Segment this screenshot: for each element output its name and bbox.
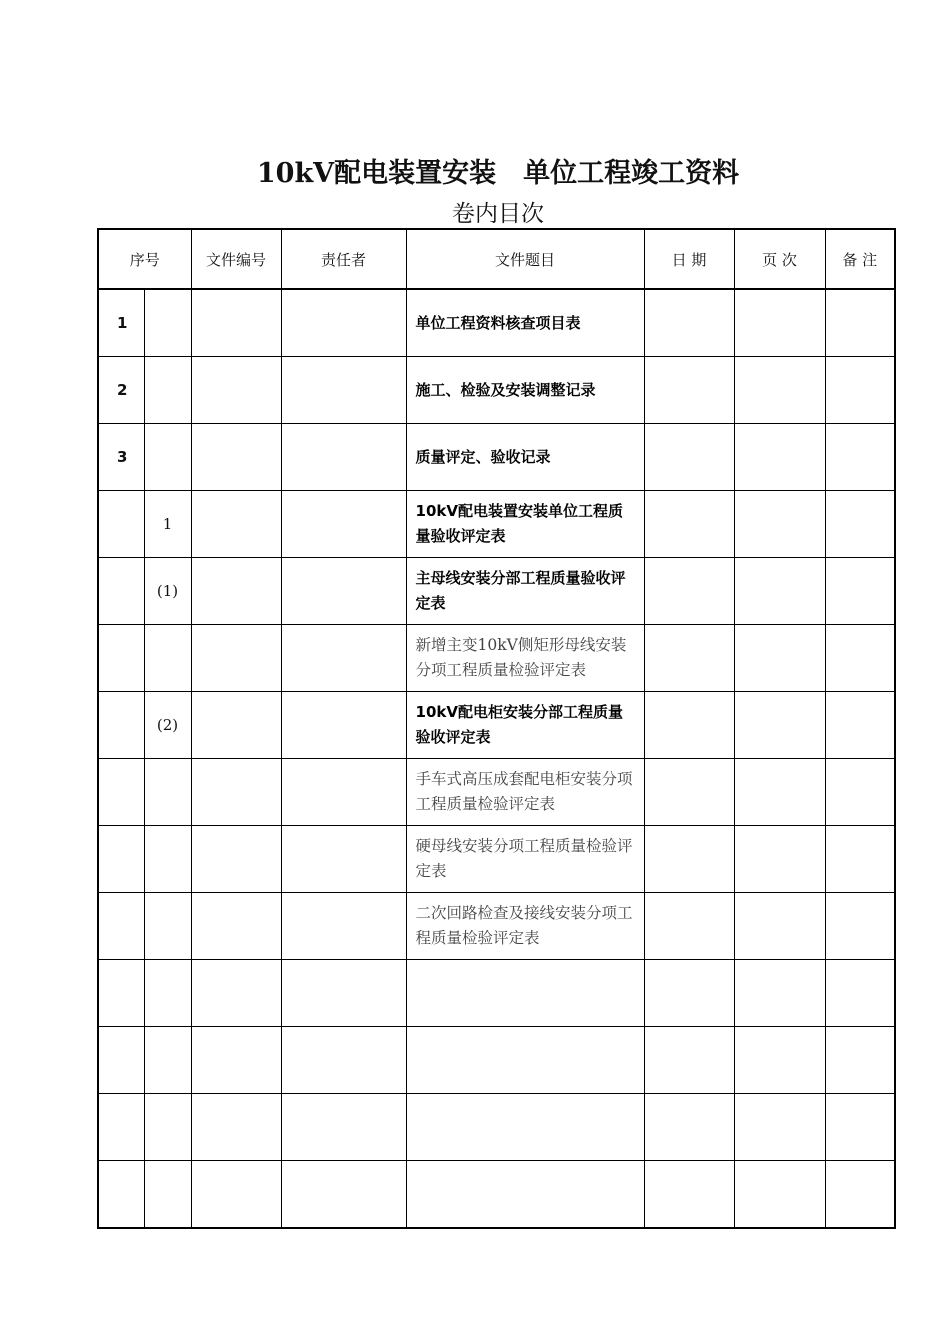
file-no-cell (191, 1094, 281, 1161)
seq-main-cell (98, 893, 144, 960)
seq-main-cell (98, 1027, 144, 1094)
remarks-cell (825, 960, 895, 1027)
file-title-cell (406, 1027, 644, 1094)
header-row (98, 229, 895, 289)
file-title-cell (406, 960, 644, 1027)
responsible-cell (281, 893, 406, 960)
seq-main-cell (98, 491, 144, 558)
seq-main-cell (98, 558, 144, 625)
remarks-cell (825, 558, 895, 625)
pages-cell (734, 357, 825, 424)
responsible-cell (281, 1027, 406, 1094)
date-cell (644, 1161, 734, 1229)
table-row (98, 960, 895, 1027)
table-row (98, 625, 895, 692)
file-title-cell: 主母线安装分部工程质量验收评定表 (406, 558, 644, 625)
remarks-cell (825, 826, 895, 893)
file-title-cell: 质量评定、验收记录 (406, 424, 644, 491)
file-no-cell (191, 759, 281, 826)
responsible-cell (281, 491, 406, 558)
table-row (98, 1094, 895, 1161)
header-responsible: 责任者 (281, 229, 406, 289)
date-cell (644, 625, 734, 692)
file-no-cell (191, 558, 281, 625)
seq-sub-cell (144, 625, 191, 692)
date-cell (644, 491, 734, 558)
remarks-cell (825, 289, 895, 357)
seq-sub-cell (144, 289, 191, 357)
remarks-cell (825, 625, 895, 692)
date-cell (644, 1094, 734, 1161)
header-file-title: 文件题目 (406, 229, 644, 289)
date-cell (644, 289, 734, 357)
table-body (98, 289, 895, 1228)
file-title-cell: 10kV配电柜安装分部工程质量验收评定表 (406, 692, 644, 759)
file-title-cell: 施工、检验及安装调整记录 (406, 357, 644, 424)
file-no-cell (191, 625, 281, 692)
seq-main-cell (98, 1161, 144, 1229)
file-title-cell (406, 1161, 644, 1229)
header-date: 日 期 (644, 229, 734, 289)
remarks-cell (825, 893, 895, 960)
table-header (98, 229, 895, 289)
seq-sub-cell (144, 1094, 191, 1161)
responsible-cell (281, 289, 406, 357)
seq-sub-cell (144, 357, 191, 424)
pages-cell (734, 558, 825, 625)
responsible-cell (281, 424, 406, 491)
seq-main-cell (98, 826, 144, 893)
pages-cell (734, 893, 825, 960)
responsible-cell (281, 357, 406, 424)
file-no-cell (191, 893, 281, 960)
pages-cell (734, 759, 825, 826)
file-no-cell (191, 960, 281, 1027)
remarks-cell (825, 491, 895, 558)
table-row (98, 424, 895, 491)
file-no-cell (191, 424, 281, 491)
seq-main-cell: 2 (98, 357, 144, 424)
pages-cell (734, 491, 825, 558)
pages-cell (734, 1094, 825, 1161)
file-no-cell (191, 289, 281, 357)
pages-cell (734, 1161, 825, 1229)
document-subtitle: 卷内目次 (452, 201, 544, 227)
date-cell (644, 826, 734, 893)
seq-main-cell (98, 692, 144, 759)
pages-cell (734, 692, 825, 759)
remarks-cell (825, 424, 895, 491)
table-row (98, 826, 895, 893)
seq-sub-cell (144, 826, 191, 893)
date-cell (644, 759, 734, 826)
seq-main-cell (98, 1094, 144, 1161)
header-remarks: 备 注 (825, 229, 895, 289)
file-no-cell (191, 1161, 281, 1229)
file-title-cell: 二次回路检查及接线安装分项工程质量检验评定表 (406, 893, 644, 960)
remarks-cell (825, 1094, 895, 1161)
seq-sub-cell: 1 (144, 491, 191, 558)
file-title-cell: 新增主变10kV侧矩形母线安装分项工程质量检验评定表 (406, 625, 644, 692)
file-no-cell (191, 826, 281, 893)
table-row (98, 357, 895, 424)
file-title-cell: 10kV配电装置安装单位工程质量验收评定表 (406, 491, 644, 558)
date-cell (644, 960, 734, 1027)
document-title: 10kV配电装置安装 单位工程竣工资料 (256, 158, 740, 189)
seq-sub-cell (144, 960, 191, 1027)
file-title-cell (406, 1094, 644, 1161)
pages-cell (734, 289, 825, 357)
seq-sub-cell (144, 759, 191, 826)
seq-sub-cell (144, 1161, 191, 1229)
header-seq: 序号 (98, 229, 191, 289)
pages-cell (734, 1027, 825, 1094)
file-title-cell: 单位工程资料核查项目表 (406, 289, 644, 357)
table-row (98, 893, 895, 960)
date-cell (644, 357, 734, 424)
pages-cell (734, 826, 825, 893)
pages-cell (734, 424, 825, 491)
file-title-cell: 手车式高压成套配电柜安装分项工程质量检验评定表 (406, 759, 644, 826)
date-cell (644, 558, 734, 625)
remarks-cell (825, 357, 895, 424)
responsible-cell (281, 558, 406, 625)
remarks-cell (825, 1027, 895, 1094)
table-row (98, 491, 895, 558)
file-no-cell (191, 692, 281, 759)
responsible-cell (281, 960, 406, 1027)
seq-sub-cell (144, 1027, 191, 1094)
responsible-cell (281, 1161, 406, 1229)
seq-main-cell: 3 (98, 424, 144, 491)
responsible-cell (281, 826, 406, 893)
table-of-contents (97, 228, 896, 1229)
table-row (98, 692, 895, 759)
seq-sub-cell (144, 893, 191, 960)
file-no-cell (191, 1027, 281, 1094)
seq-sub-cell: (2) (144, 692, 191, 759)
table-row (98, 759, 895, 826)
file-no-cell (191, 357, 281, 424)
seq-main-cell (98, 625, 144, 692)
responsible-cell (281, 759, 406, 826)
date-cell (644, 424, 734, 491)
remarks-cell (825, 1161, 895, 1229)
remarks-cell (825, 692, 895, 759)
date-cell (644, 1027, 734, 1094)
file-title-cell: 硬母线安装分项工程质量检验评定表 (406, 826, 644, 893)
responsible-cell (281, 692, 406, 759)
pages-cell (734, 625, 825, 692)
header-pages: 页 次 (734, 229, 825, 289)
table-row (98, 1161, 895, 1229)
table-row (98, 289, 895, 357)
table-row (98, 558, 895, 625)
header-file-no: 文件编号 (191, 229, 281, 289)
seq-sub-cell: (1) (144, 558, 191, 625)
seq-sub-cell (144, 424, 191, 491)
table-row (98, 1027, 895, 1094)
responsible-cell (281, 625, 406, 692)
responsible-cell (281, 1094, 406, 1161)
pages-cell (734, 960, 825, 1027)
file-no-cell (191, 491, 281, 558)
remarks-cell (825, 759, 895, 826)
seq-main-cell (98, 960, 144, 1027)
date-cell (644, 692, 734, 759)
seq-main-cell (98, 759, 144, 826)
date-cell (644, 893, 734, 960)
seq-main-cell: 1 (98, 289, 144, 357)
